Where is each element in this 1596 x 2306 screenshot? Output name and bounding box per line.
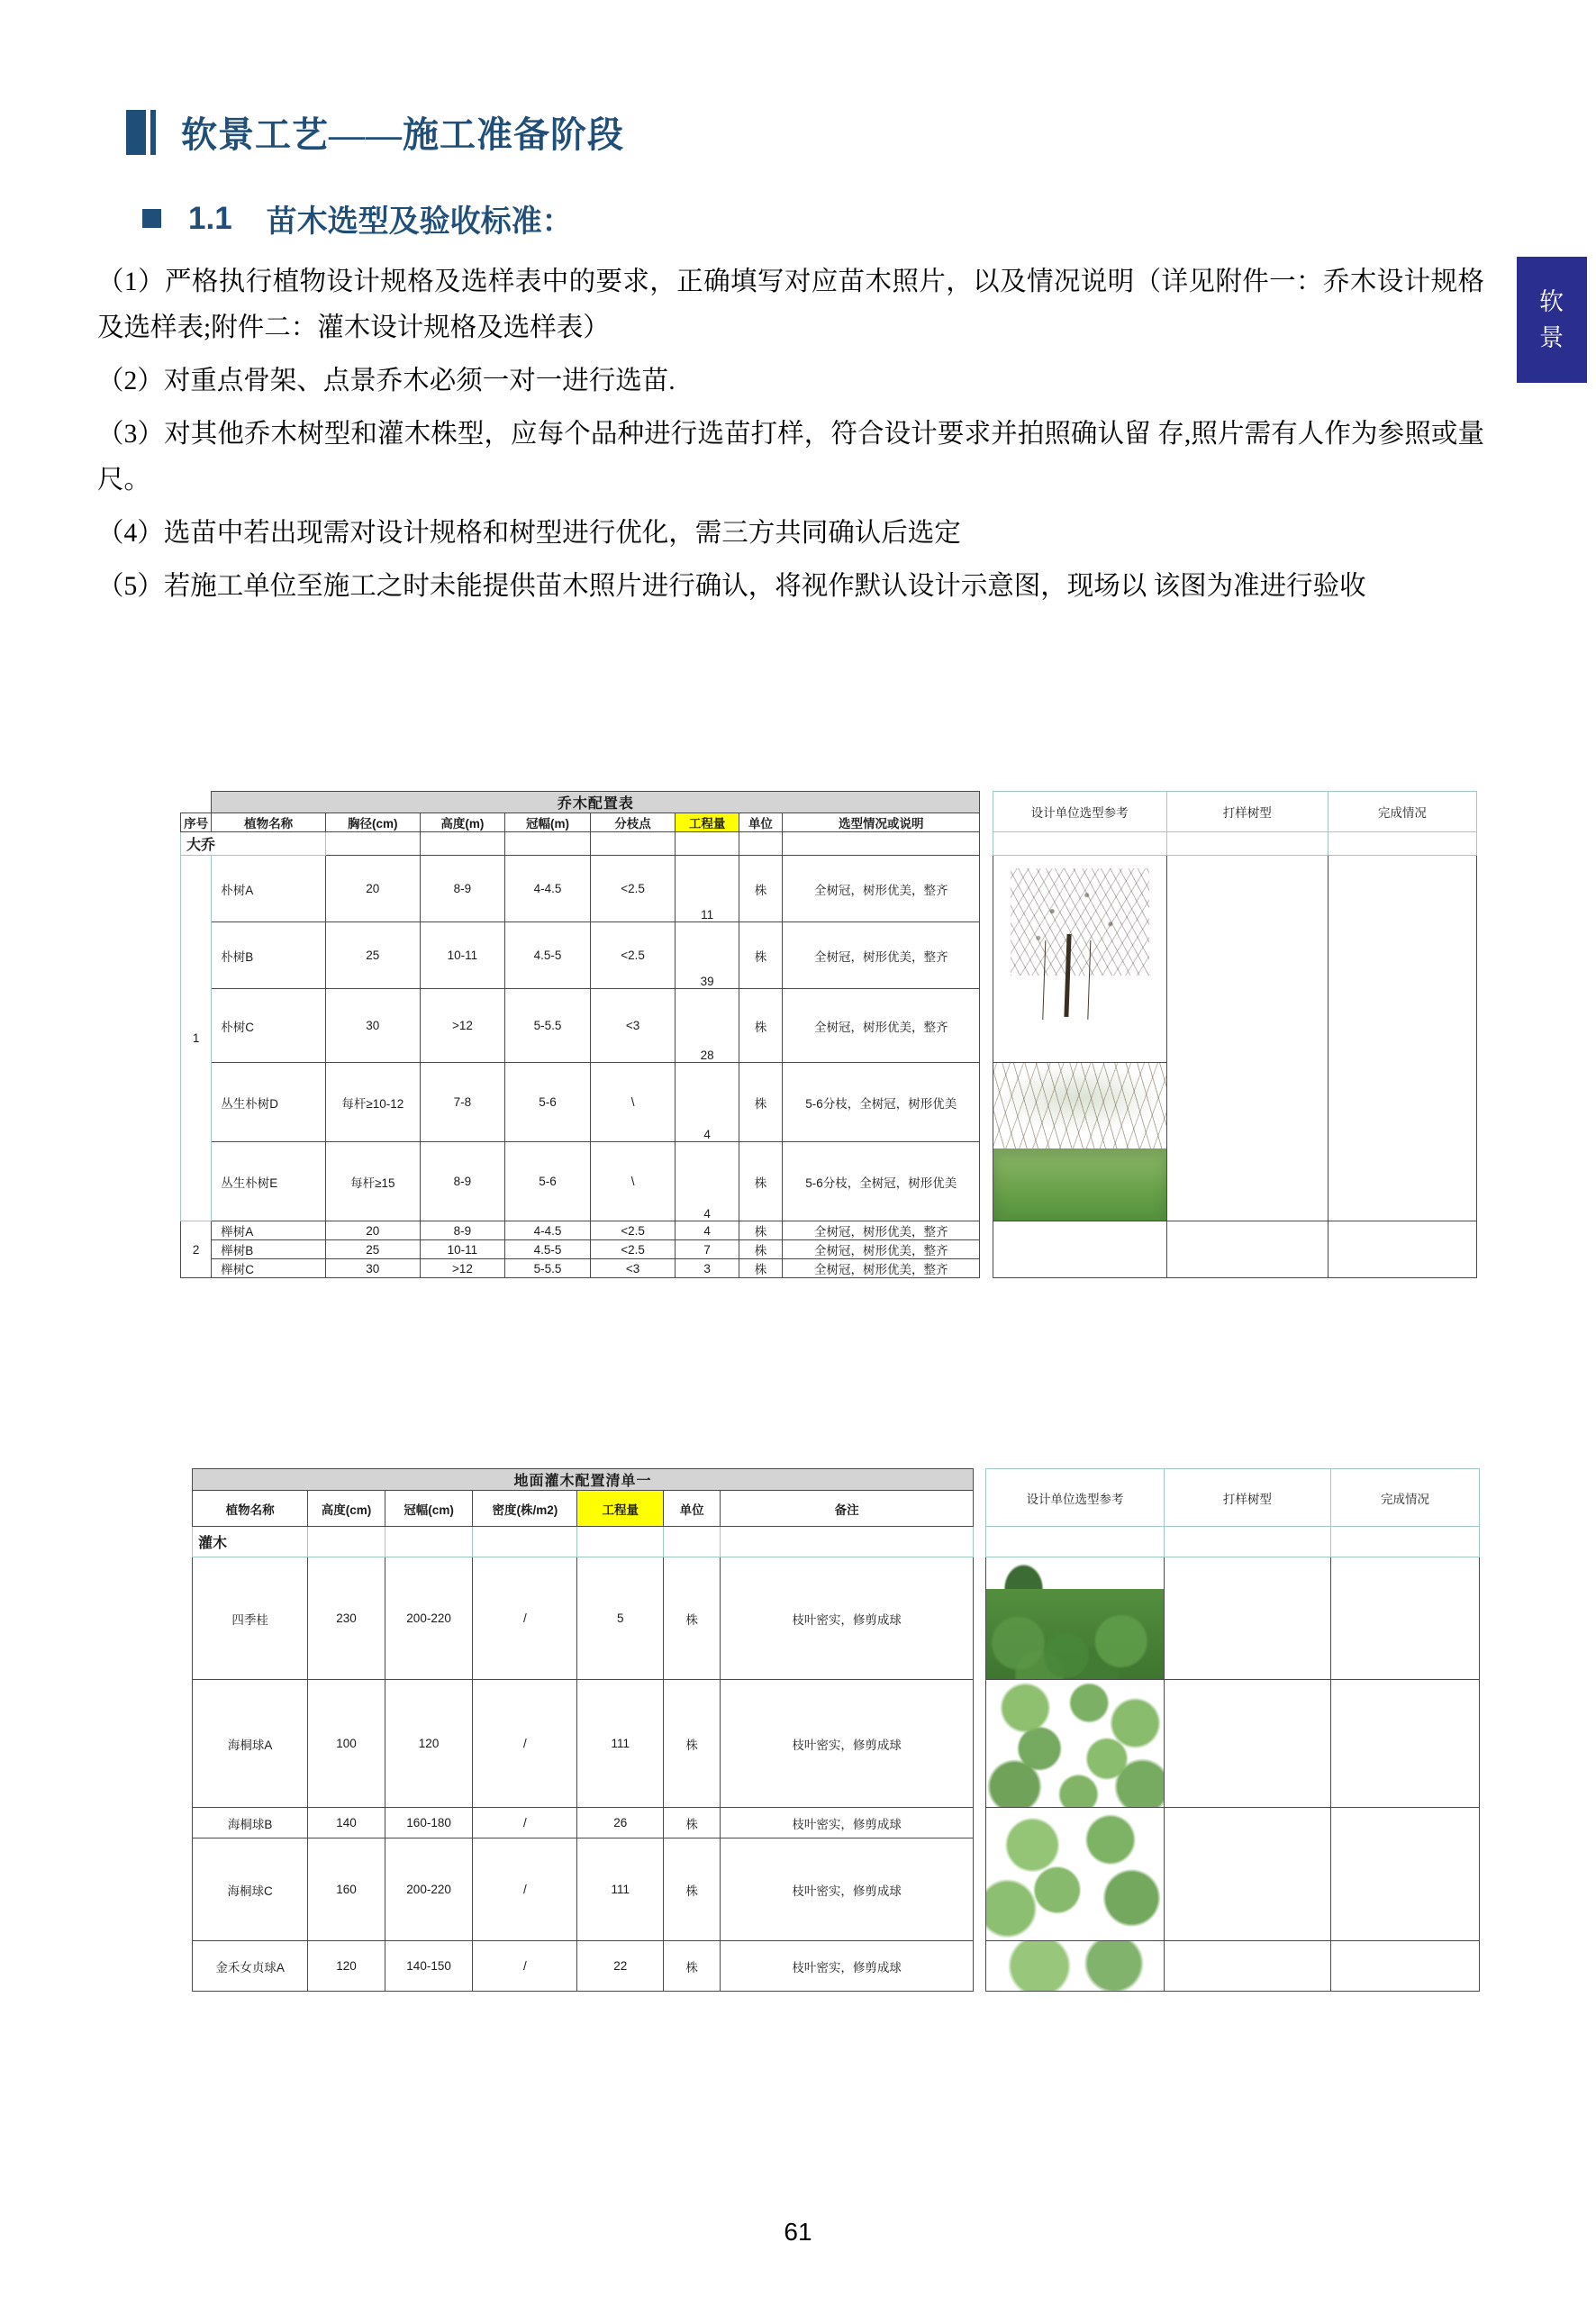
- shrub-cell-qty: 111: [577, 1680, 664, 1808]
- tree-cell-name: 朴树C: [212, 989, 326, 1063]
- tree-cell-crown: 4-4.5: [505, 856, 591, 922]
- cell: [1331, 1680, 1480, 1808]
- shrub-cell-crown: 120: [385, 1680, 473, 1808]
- tree-header-note: 选型情况或说明: [783, 813, 980, 832]
- tree-cell-unit: 株: [739, 1240, 782, 1259]
- tree-header-height: 高度(m): [420, 813, 505, 832]
- gap-cell: [974, 1808, 986, 1838]
- tree-cell-dbh: 每杆≥10-12: [325, 1063, 420, 1142]
- shrub-cell-height: 100: [308, 1680, 385, 1808]
- cell: [1164, 1527, 1330, 1557]
- cell: [1164, 1557, 1330, 1680]
- shrub-cell-crown: 200-220: [385, 1838, 473, 1941]
- tree-header-plant-name: 植物名称: [212, 813, 326, 832]
- shrub-cell-qty: 5: [577, 1557, 664, 1680]
- shrub-group-label: 灌木: [193, 1527, 308, 1557]
- table-row: [193, 1941, 1480, 1992]
- tree-cell-note: 全树冠，树形优美，整齐: [783, 1221, 980, 1240]
- tree-cell-branch: <2.5: [590, 1221, 676, 1240]
- cell: [1166, 832, 1328, 856]
- tree-cell-branch: \: [590, 1063, 676, 1142]
- table-row: [193, 1808, 1480, 1838]
- tree-cell-note: 全树冠，树形优美，整齐: [783, 989, 980, 1063]
- tree-cell-height: >12: [420, 989, 505, 1063]
- cell: [739, 832, 782, 856]
- table-row: [181, 1221, 1477, 1240]
- shrub-cell-crown: 140-150: [385, 1941, 473, 1992]
- tree-cell-dbh: 20: [325, 1221, 420, 1240]
- tree-photo-park: [993, 1063, 1166, 1221]
- tree-cell-name: 榉树A: [212, 1221, 326, 1240]
- tree-cell-height: 8-9: [420, 1142, 505, 1221]
- cell: [664, 1527, 721, 1557]
- gap-cell: [974, 1527, 986, 1557]
- tree-cell-unit: 株: [739, 1221, 782, 1240]
- shrub-header-unit: 单位: [664, 1491, 721, 1527]
- tree-cell-crown: 5-6: [505, 1142, 591, 1221]
- tree-cell-name: 丛生朴树D: [212, 1063, 326, 1142]
- gap-cell: [974, 1469, 986, 1491]
- shrub-header-note: 备注: [721, 1491, 974, 1527]
- paragraph-5: （5）若施工单位至施工之时未能提供苗木照片进行确认，将视作默认设计示意图，现场以 该图为准进行验收: [97, 572, 1366, 601]
- section-title: 苗木选型及验收标准：: [266, 205, 573, 239]
- tree-header-branch-point: 分枝点: [590, 813, 676, 832]
- cell: [1331, 1527, 1480, 1557]
- paragraph-2: （2）对重点骨架、点景乔木必须一对一进行选苗.: [97, 367, 676, 395]
- gap-cell: [980, 1142, 993, 1221]
- cell: [1328, 832, 1476, 856]
- title-accent-bar: [126, 110, 150, 155]
- shrub-configuration-table: [192, 1468, 1480, 1992]
- tree-header-dbh: 胸径(cm): [325, 813, 420, 832]
- square-bullet-icon: [142, 209, 161, 228]
- gap-cell: [974, 1680, 986, 1808]
- tree-cell-name: 朴树A: [212, 856, 326, 922]
- shrub-cell-density: /: [473, 1838, 577, 1941]
- tree-group-row: [181, 832, 1477, 856]
- cell: [986, 1527, 1164, 1557]
- shrub-cell-density: /: [473, 1680, 577, 1808]
- gap-cell: [980, 813, 993, 832]
- tree-cell-qty: 11: [676, 856, 739, 922]
- paragraph-3: （3）对其他乔木树型和灌木株型，应每个品种进行选苗打样，符合设计要求并拍照确认留 存,照片需有人作为参照或量尺。: [97, 420, 1484, 495]
- cell: [1328, 1221, 1476, 1278]
- cell: [473, 1527, 577, 1557]
- shrub-cell-density: /: [473, 1941, 577, 1992]
- tree-header-unit: 单位: [739, 813, 782, 832]
- tree-photo-winter: [993, 856, 1166, 1063]
- table-row: [181, 792, 1477, 813]
- tree-group-label: 大乔: [181, 832, 326, 856]
- tree-cell-note: 全树冠，树形优美，整齐: [783, 1259, 980, 1278]
- tree-cell-branch: <2.5: [590, 1240, 676, 1259]
- gap-cell: [974, 1491, 986, 1527]
- tree-cell-unit: 株: [739, 989, 782, 1063]
- gap-cell: [980, 792, 993, 813]
- tree-cell-branch: <2.5: [590, 856, 676, 922]
- shrub-cell-height: 140: [308, 1808, 385, 1838]
- tree-cell-height: 10-11: [420, 1240, 505, 1259]
- shrub-cell-height: 160: [308, 1838, 385, 1941]
- tree-cell-height: 8-9: [420, 856, 505, 922]
- cell: [577, 1527, 664, 1557]
- tree-cell-qty: 3: [676, 1259, 739, 1278]
- tree-cell-height: 7-8: [420, 1063, 505, 1142]
- shrub-header-completion: 完成情况: [1331, 1469, 1480, 1527]
- shrub-photo-strip: [986, 1941, 1164, 1992]
- shrub-cell-qty: 26: [577, 1808, 664, 1838]
- table-row: [193, 1557, 1480, 1680]
- tree-table-band-title: 乔木配置表: [212, 792, 980, 813]
- shrub-header-height: 高度(cm): [308, 1491, 385, 1527]
- tree-cell-unit: 株: [739, 1259, 782, 1278]
- tree-cell-crown: 5-5.5: [505, 989, 591, 1063]
- cell: [1331, 1808, 1480, 1941]
- shrub-group-row: [193, 1527, 1480, 1557]
- shrub-cell-qty: 111: [577, 1838, 664, 1941]
- cell: [1331, 1557, 1480, 1680]
- tree-cell-qty: 7: [676, 1240, 739, 1259]
- tree-cell-dbh: 20: [325, 856, 420, 922]
- tree-header-quantity: 工程量: [676, 813, 739, 832]
- cell: [505, 832, 591, 856]
- shrub-cell-name: 四季桂: [193, 1557, 308, 1680]
- shrub-photo-bed: [986, 1557, 1164, 1680]
- tree-cell-name: 榉树C: [212, 1259, 326, 1278]
- page-title: [126, 106, 624, 158]
- cell: [1166, 1221, 1328, 1278]
- cell: [783, 832, 980, 856]
- cell: [1164, 1808, 1330, 1941]
- side-tab-label: [1517, 257, 1587, 383]
- spacer-cell: [181, 792, 212, 813]
- cell: [1328, 856, 1476, 1221]
- title-text: 软景工艺——施工准备阶段: [181, 114, 624, 155]
- tree-cell-qty: 4: [676, 1221, 739, 1240]
- tree-cell-note: 全树冠，树形优美，整齐: [783, 856, 980, 922]
- shrub-cell-unit: 株: [664, 1680, 721, 1808]
- shrub-cell-name: 海桐球B: [193, 1808, 308, 1838]
- cell: [420, 832, 505, 856]
- tree-cell-branch: \: [590, 1142, 676, 1221]
- cell: [590, 832, 676, 856]
- gap-cell: [980, 1240, 993, 1259]
- side-tab-char-2: 景: [1539, 324, 1564, 351]
- tree-cell-unit: 株: [739, 922, 782, 989]
- shrub-header-design-reference: 设计单位选型参考: [986, 1469, 1164, 1527]
- section-heading: [142, 196, 573, 241]
- shrub-cell-name: 海桐球A: [193, 1680, 308, 1808]
- tree-cell-name: 朴树B: [212, 922, 326, 989]
- tree-cell-crown: 5-5.5: [505, 1259, 591, 1278]
- cell: [1331, 1941, 1480, 1992]
- tree-cell-height: 10-11: [420, 922, 505, 989]
- shrub-header-plant-name: 植物名称: [193, 1491, 308, 1527]
- tree-cell-note: 全树冠，树形优美，整齐: [783, 1240, 980, 1259]
- paragraph-1: （1）严格执行植物设计规格及选样表中的要求，正确填写对应苗木照片，以及情况说明（详见附件一：乔木设计规格及选样表;附件二：灌木设计规格及选样表）: [97, 268, 1484, 342]
- table-row: [193, 1680, 1480, 1808]
- table-row: [193, 1469, 1480, 1491]
- tree-cell-unit: 株: [739, 1142, 782, 1221]
- tree-cell-name: 丛生朴树E: [212, 1142, 326, 1221]
- shrub-cell-name: 海桐球C: [193, 1838, 308, 1941]
- side-tab-char-1: 软: [1539, 288, 1564, 315]
- gap-cell: [980, 922, 993, 989]
- tree-cell-crown: 5-6: [505, 1063, 591, 1142]
- shrub-header-density: 密度(株/m2): [473, 1491, 577, 1527]
- cell: [721, 1527, 974, 1557]
- tree-cell-qty: 28: [676, 989, 739, 1063]
- tree-cell-unit: 株: [739, 1063, 782, 1142]
- shrub-cell-crown: 200-220: [385, 1557, 473, 1680]
- shrub-cell-note: 枝叶密实，修剪成球: [721, 1557, 974, 1680]
- tree-cell-crown: 4.5-5: [505, 1240, 591, 1259]
- shrub-header-crown: 冠幅(cm): [385, 1491, 473, 1527]
- shrub-table-band-title: 地面灌木配置清单一: [193, 1469, 974, 1491]
- gap-cell: [974, 1838, 986, 1941]
- gap-cell: [980, 1063, 993, 1142]
- cell: [993, 832, 1166, 856]
- tree-cell-crown: 4-4.5: [505, 1221, 591, 1240]
- gap-cell: [974, 1941, 986, 1992]
- body-content: [97, 259, 1484, 617]
- tree-cell-name: 榉树B: [212, 1240, 326, 1259]
- cell: [1166, 856, 1328, 1221]
- shrub-cell-note: 枝叶密实，修剪成球: [721, 1680, 974, 1808]
- tree-cell-dbh: 30: [325, 989, 420, 1063]
- shrub-header-quantity: 工程量: [577, 1491, 664, 1527]
- tree-cell-qty: 39: [676, 922, 739, 989]
- gap-cell: [980, 832, 993, 856]
- tree-cell-height: 8-9: [420, 1221, 505, 1240]
- tree-cell-crown: 4.5-5: [505, 922, 591, 989]
- shrub-cell-crown: 160-180: [385, 1808, 473, 1838]
- tree-cell-dbh: 30: [325, 1259, 420, 1278]
- shrub-cell-unit: 株: [664, 1557, 721, 1680]
- shrub-cell-name: 金禾女贞球A: [193, 1941, 308, 1992]
- tree-header-no: 序号: [181, 813, 212, 832]
- tree-cell-branch: <3: [590, 1259, 676, 1278]
- shrub-cell-qty: 22: [577, 1941, 664, 1992]
- gap-cell: [980, 989, 993, 1063]
- tree-cell-note: 5-6分枝，全树冠，树形优美: [783, 1142, 980, 1221]
- paragraph-4: （4）选苗中若出现需对设计规格和树型进行优化，需三方共同确认后选定: [97, 519, 961, 548]
- table-row: [181, 856, 1477, 922]
- tree-cell-note: 全树冠，树形优美，整齐: [783, 922, 980, 989]
- shrub-cell-note: 枝叶密实，修剪成球: [721, 1838, 974, 1941]
- cell: [385, 1527, 473, 1557]
- cell: [1164, 1680, 1330, 1808]
- shrub-cell-height: 120: [308, 1941, 385, 1992]
- gap-cell: [980, 856, 993, 922]
- tree-header-crown: 冠幅(m): [505, 813, 591, 832]
- shrub-cell-density: /: [473, 1808, 577, 1838]
- tree-cell-branch: <3: [590, 989, 676, 1063]
- tree-cell-unit: 株: [739, 856, 782, 922]
- tree-cell-note: 5-6分枝，全树冠，树形优美: [783, 1063, 980, 1142]
- page-number: 61: [784, 2218, 812, 2246]
- gap-cell: [980, 1221, 993, 1240]
- shrub-cell-unit: 株: [664, 1808, 721, 1838]
- tree-cell-dbh: 25: [325, 922, 420, 989]
- tree-cell-height: >12: [420, 1259, 505, 1278]
- tree-cell-dbh: 每杆≥15: [325, 1142, 420, 1221]
- section-number: 1.1: [188, 200, 232, 236]
- tree-cell-dbh: 25: [325, 1240, 420, 1259]
- tree-header-sample-type: 打样树型: [1166, 792, 1328, 832]
- shrub-cell-note: 枝叶密实，修剪成球: [721, 1941, 974, 1992]
- gap-cell: [980, 1259, 993, 1278]
- cell: [325, 832, 420, 856]
- tree-cell-branch: <2.5: [590, 922, 676, 989]
- shrub-cell-note: 枝叶密实，修剪成球: [721, 1808, 974, 1838]
- shrub-photo-ball-closeup: [986, 1680, 1164, 1808]
- tree-row-no-1: 1: [181, 856, 212, 1221]
- cell: [308, 1527, 385, 1557]
- tree-row-no-2: 2: [181, 1221, 212, 1278]
- shrub-cell-unit: 株: [664, 1838, 721, 1941]
- shrub-cell-unit: 株: [664, 1941, 721, 1992]
- shrub-photo-hedge: [986, 1808, 1164, 1941]
- shrub-cell-density: /: [473, 1557, 577, 1680]
- shrub-cell-height: 230: [308, 1557, 385, 1680]
- tree-header-completion: 完成情况: [1328, 792, 1476, 832]
- cell: [993, 1221, 1166, 1278]
- tree-cell-qty: 4: [676, 1063, 739, 1142]
- tree-header-design-reference: 设计单位选型参考: [993, 792, 1166, 832]
- tree-cell-qty: 4: [676, 1142, 739, 1221]
- cell: [1164, 1941, 1330, 1992]
- cell: [676, 832, 739, 856]
- tree-configuration-table: [180, 791, 1477, 1278]
- shrub-header-sample-type: 打样树型: [1164, 1469, 1330, 1527]
- gap-cell: [974, 1557, 986, 1680]
